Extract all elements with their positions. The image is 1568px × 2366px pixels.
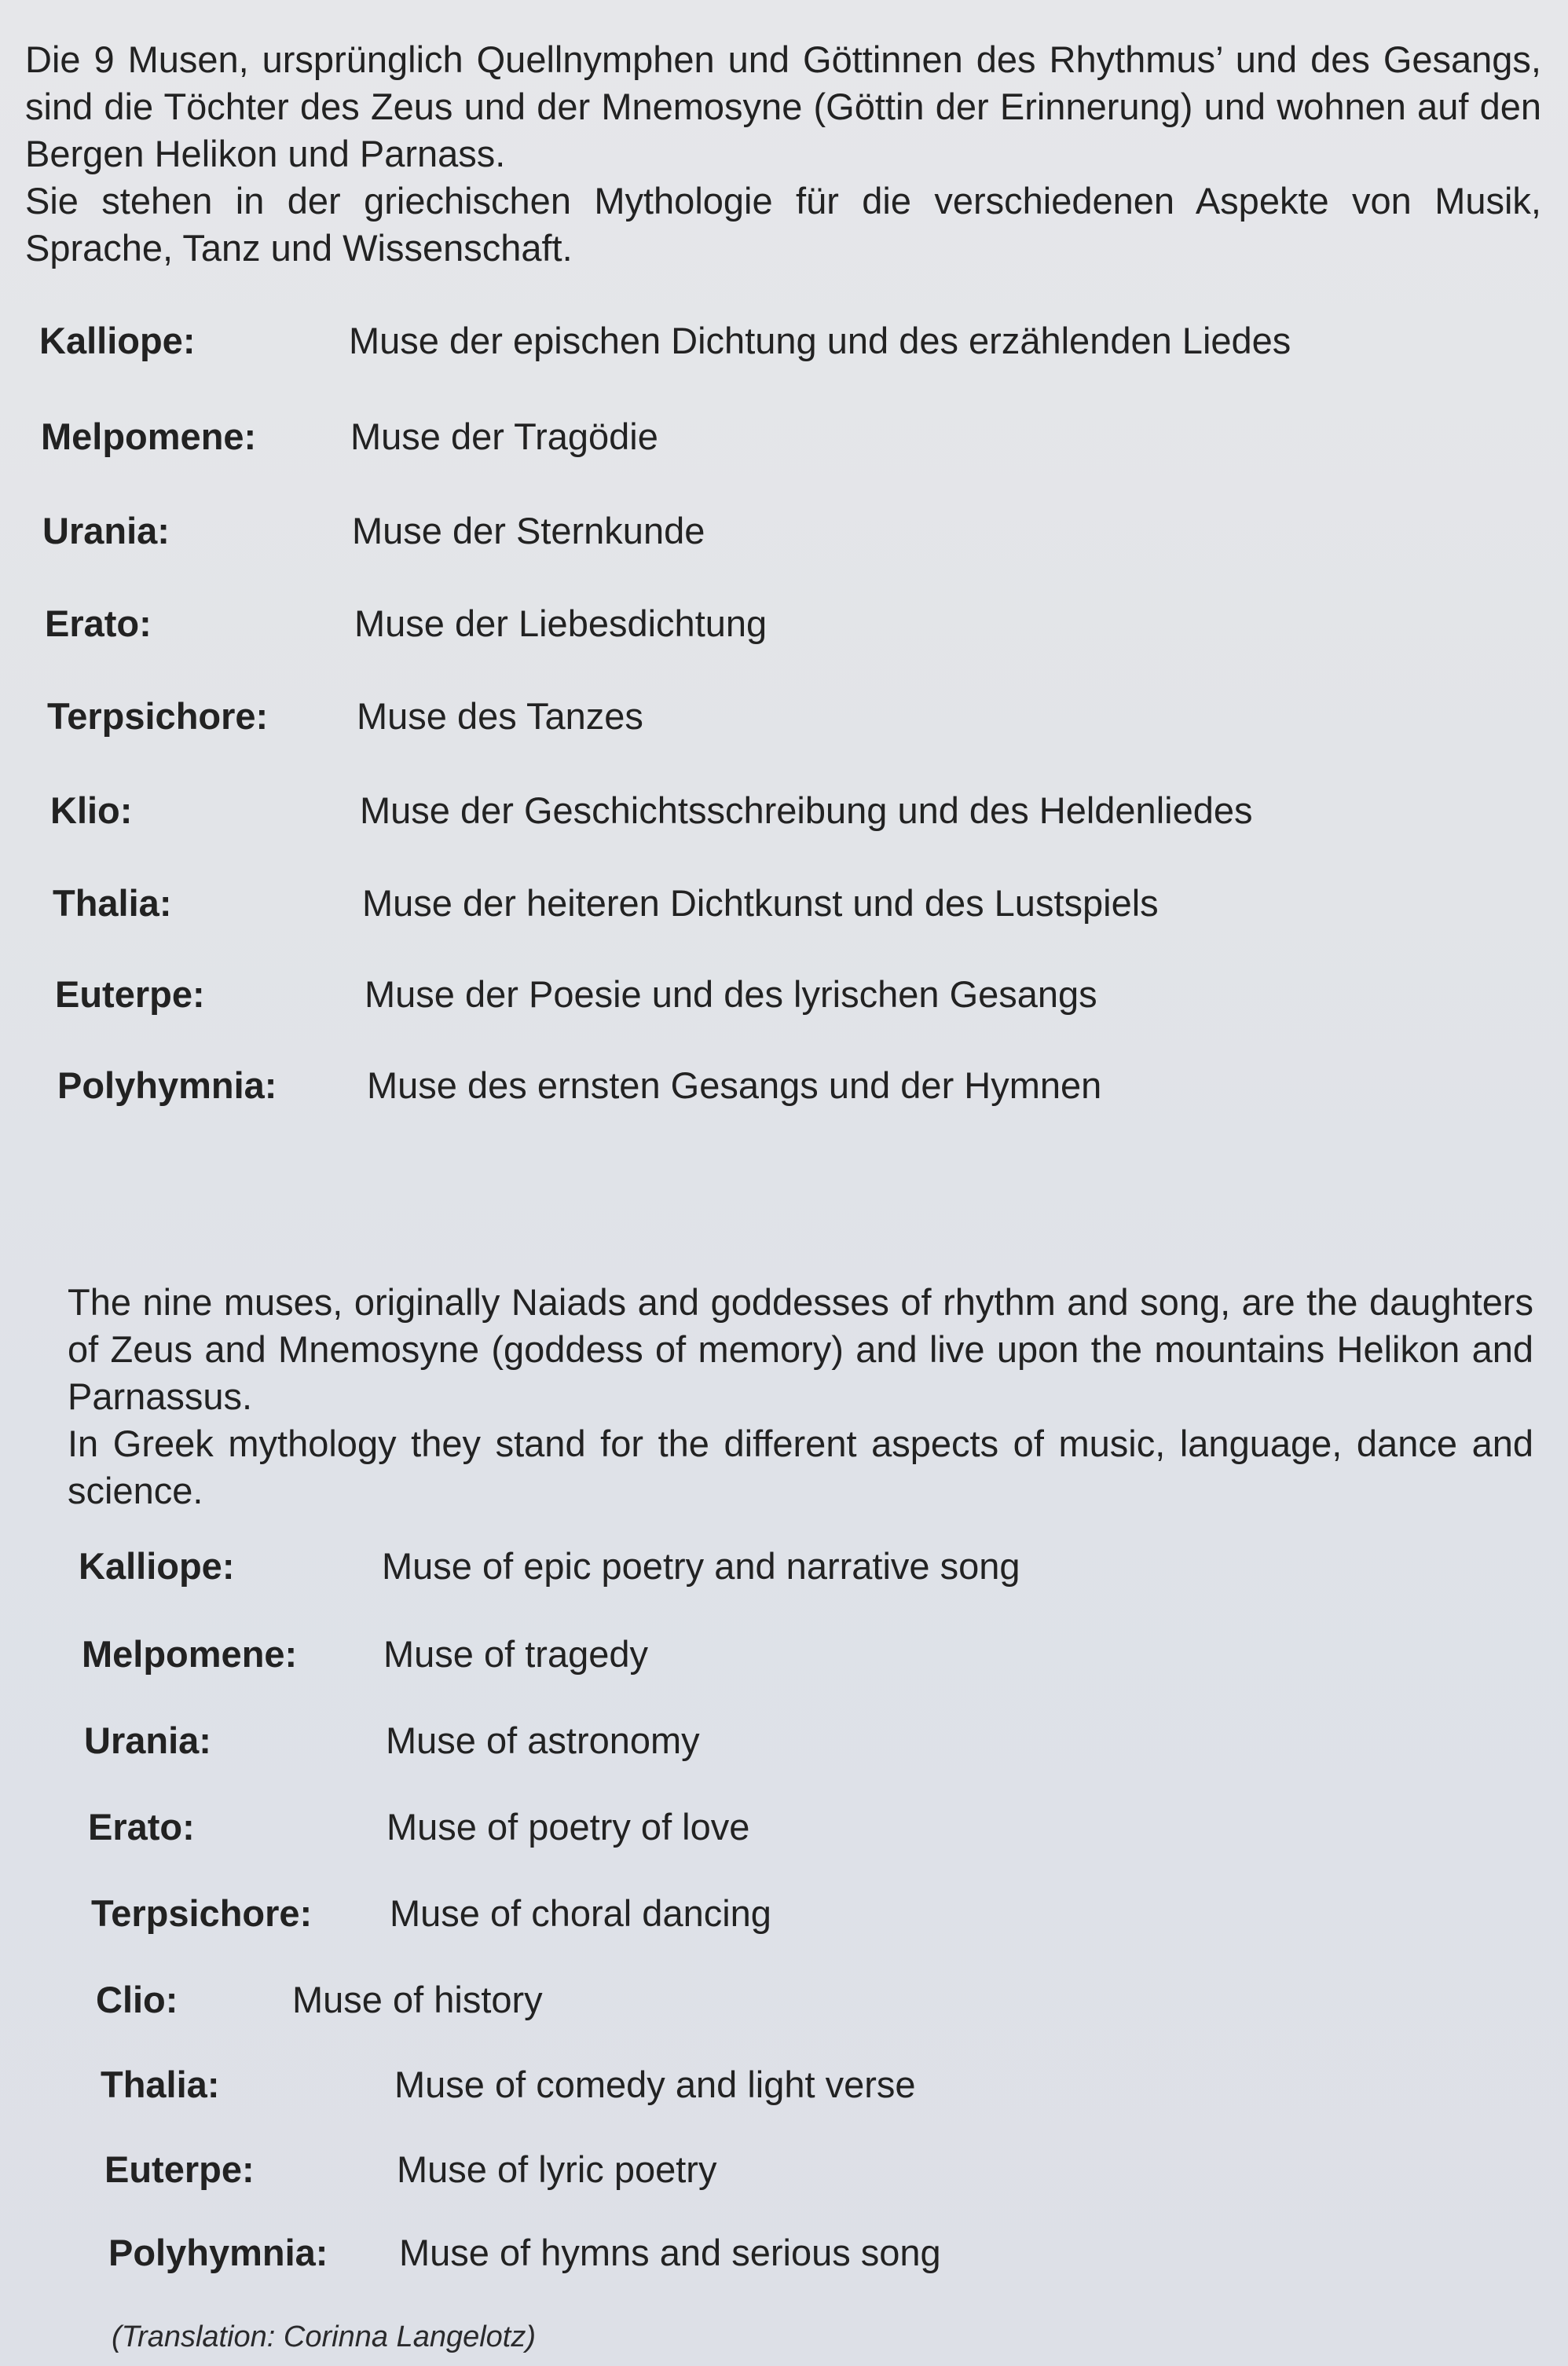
muse-description: Muse der Geschichtsschreibung und des Heldenliedes (360, 789, 1253, 831)
muse-name: Erato: (45, 602, 152, 644)
muse-name: Polyhymnia: (108, 2232, 328, 2273)
english-intro (68, 1279, 1533, 1514)
muse-description: Muse of comedy and light verse (394, 2064, 916, 2105)
muse-name: Klio: (50, 789, 133, 831)
muse-description: Muse of astronomy (386, 1720, 700, 1761)
muse-description: Muse der Sternkunde (352, 510, 705, 551)
muse-description: Muse of hymns and serious song (399, 2232, 941, 2273)
german-intro-paragraph-2: Sie stehen in der griechischen Mythologie für die verschiedenen Aspekte von Musik, Sprache, Tanz und Wissenschaft. (25, 180, 1541, 269)
muse-name: Thalia: (101, 2064, 220, 2105)
muse-description: Muse of choral dancing (390, 1892, 771, 1934)
muse-name: Erato: (88, 1806, 195, 1848)
muse-description: Muse des ernsten Gesangs und der Hymnen (367, 1064, 1102, 1106)
german-intro (25, 36, 1541, 272)
muse-description: Muse des Tanzes (357, 695, 643, 737)
muse-description: Muse of poetry of love (387, 1806, 750, 1848)
muse-name: Terpsichore: (91, 1892, 313, 1934)
muse-description: Muse of tragedy (383, 1633, 649, 1675)
muse-name: Melpomene: (41, 416, 257, 457)
muse-name: Urania: (42, 510, 170, 551)
english-intro-paragraph-1: The nine muses, originally Naiads and goddesses of rhythm and song, are the daughters of Zeus and Mnemosyne (goddess of memory) and live upon the mountains Helikon and Parnassus. (68, 1281, 1533, 1417)
muse-name: Euterpe: (104, 2148, 255, 2190)
muse-name: Clio: (96, 1979, 178, 2020)
muse-name: Thalia: (53, 882, 172, 924)
muse-name: Kalliope: (79, 1545, 235, 1587)
muse-description: Muse of lyric poetry (397, 2148, 717, 2190)
muse-description: Muse der heiteren Dichtkunst und des Lustspiels (362, 882, 1159, 924)
muse-description: Muse der epischen Dichtung und des erzählenden Liedes (349, 320, 1291, 361)
muse-description: Muse der Poesie und des lyrischen Gesangs (365, 973, 1097, 1015)
muse-description: Muse der Liebesdichtung (354, 602, 768, 644)
muse-name: Terpsichore: (47, 695, 269, 737)
german-intro-paragraph-1: Die 9 Musen, ursprünglich Quellnymphen und Göttinnen des Rhythmus’ und des Gesangs, sind die Töchter des Zeus und der Mnemosyne (Göttin der Erinnerung) und wohnen auf den Bergen Helikon und Parnass. (25, 38, 1541, 174)
muse-description: Muse of history (292, 1979, 543, 2020)
muse-name: Euterpe: (55, 973, 205, 1015)
muse-description: Muse der Tragödie (350, 416, 658, 457)
muse-name: Polyhymnia: (57, 1064, 277, 1106)
muse-name: Melpomene: (82, 1633, 298, 1675)
muse-name: Kalliope: (39, 320, 196, 361)
translation-credit: (Translation: Corinna Langelotz) (112, 2320, 537, 2353)
muse-name: Urania: (84, 1720, 211, 1761)
muse-description: Muse of epic poetry and narrative song (382, 1545, 1020, 1587)
english-intro-paragraph-2: In Greek mythology they stand for the different aspects of music, language, dance and science. (68, 1423, 1533, 1511)
